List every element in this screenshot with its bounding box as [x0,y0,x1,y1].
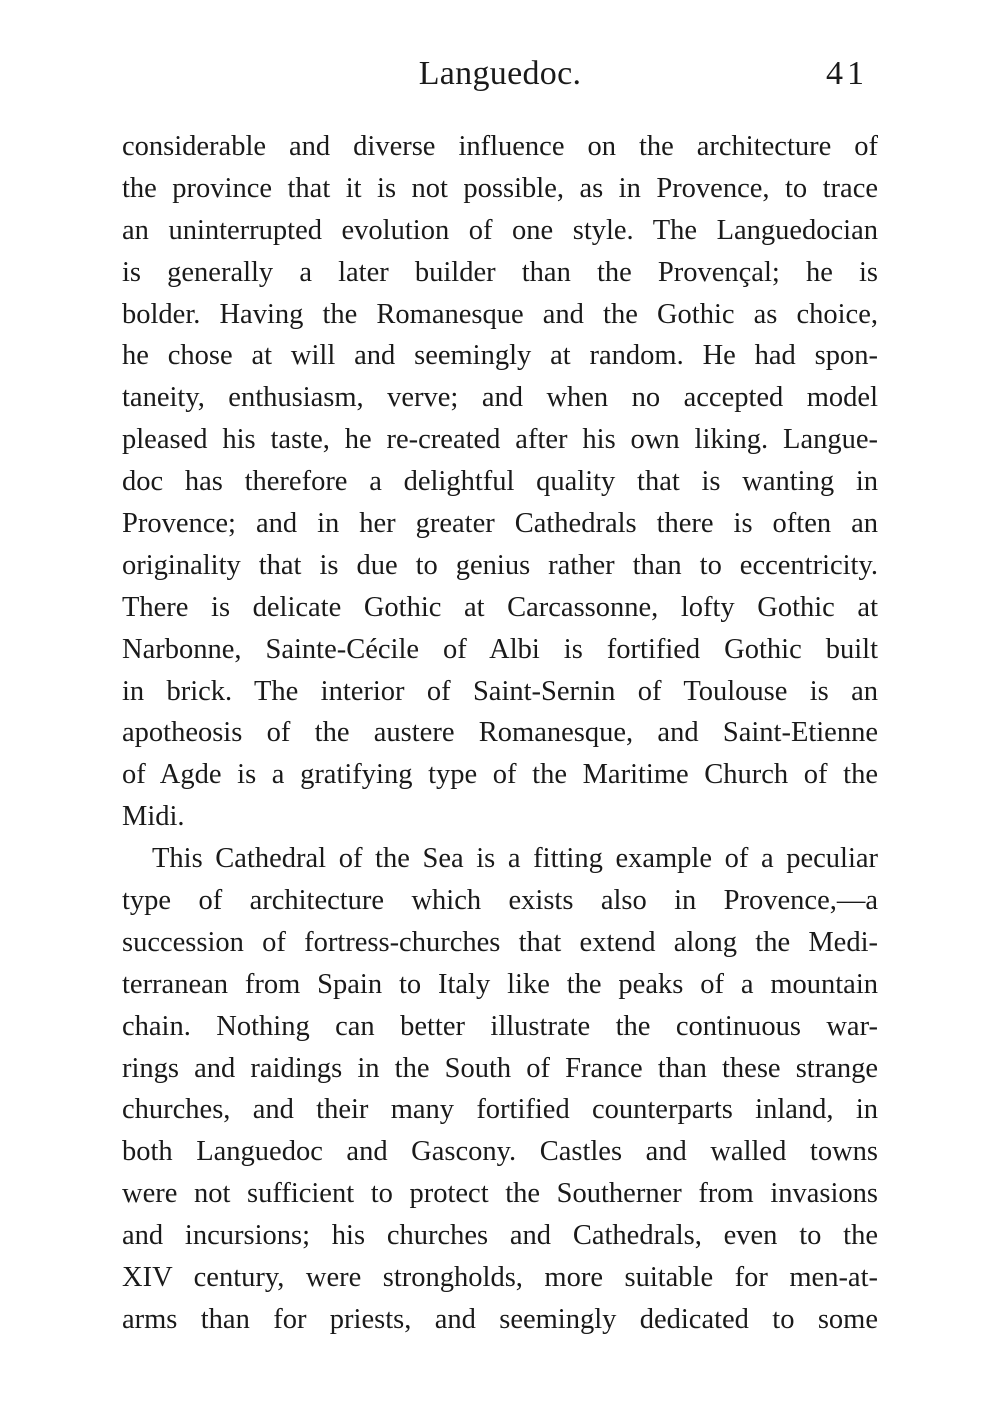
text-line: pleased his taste, he re-created after his own liking. Langue- [122,424,878,456]
text-line: both Languedoc and Gascony. Castles and walled towns [122,1136,878,1168]
text-line: Narbonne, Sainte-Cécile of Albi is fortified Gothic built [122,633,878,665]
paragraph [122,126,878,838]
text-line: succession of fortress-churches that extend along the Medi- [122,926,878,958]
text-line: in brick. The interior of Saint-Sernin of Toulouse is an [122,675,878,707]
text-line: an uninterrupted evolution of one style. The Languedocian [122,214,878,246]
running-title: Languedoc. [418,55,582,92]
text-line: Midi. [122,801,185,833]
text-line: is generally a later builder than the Provençal; he is [122,256,878,288]
text-line: chain. Nothing can better illustrate the continuous war- [122,1010,878,1042]
text-line: doc has therefore a delightful quality that is wanting in [122,466,878,498]
text-line: Provence; and in her greater Cathedrals there is often an [122,508,878,540]
text-line: XIV century, were strongholds, more suitable for men-at- [122,1262,878,1294]
text-line: bolder. Having the Romanesque and the Gothic as choice, [122,298,878,330]
text-line: the province that it is not possible, as in Provence, to trace [122,172,878,204]
text-line: and incursions; his churches and Cathedrals, even to the [122,1220,878,1252]
text-line: were not sufficient to protect the Southerner from invasions [122,1178,878,1210]
text-line: There is delicate Gothic at Carcassonne, lofty Gothic at [122,591,878,623]
text-line: churches, and their many fortified counterparts inland, in [122,1094,878,1126]
paragraph [122,838,878,1341]
page-number: 41 [826,55,868,92]
text-line: arms than for priests, and seemingly dedicated to some [122,1303,878,1335]
text-line: originality that is due to genius rather than to eccentricity. [122,549,878,581]
text-line: considerable and diverse influence on the architecture of [122,131,878,162]
text-line: type of architecture which exists also in Provence,—a [122,885,878,917]
text-line: taneity, enthusiasm, verve; and when no accepted model [122,382,878,414]
text-line: he chose at will and seemingly at random. He had spon- [122,340,878,372]
text-line: rings and raidings in the South of France than these strange [122,1052,878,1084]
text-line: terranean from Spain to Italy like the peaks of a mountain [122,968,878,1000]
text-line: This Cathedral of the Sea is a fitting example of a peculiar [152,843,878,875]
text-line: apotheosis of the austere Romanesque, and Saint-Etienne [122,717,878,749]
body-text [122,126,878,1341]
text-line: of Agde is a gratifying type of the Maritime Church of the [122,759,878,791]
running-head [122,52,878,96]
